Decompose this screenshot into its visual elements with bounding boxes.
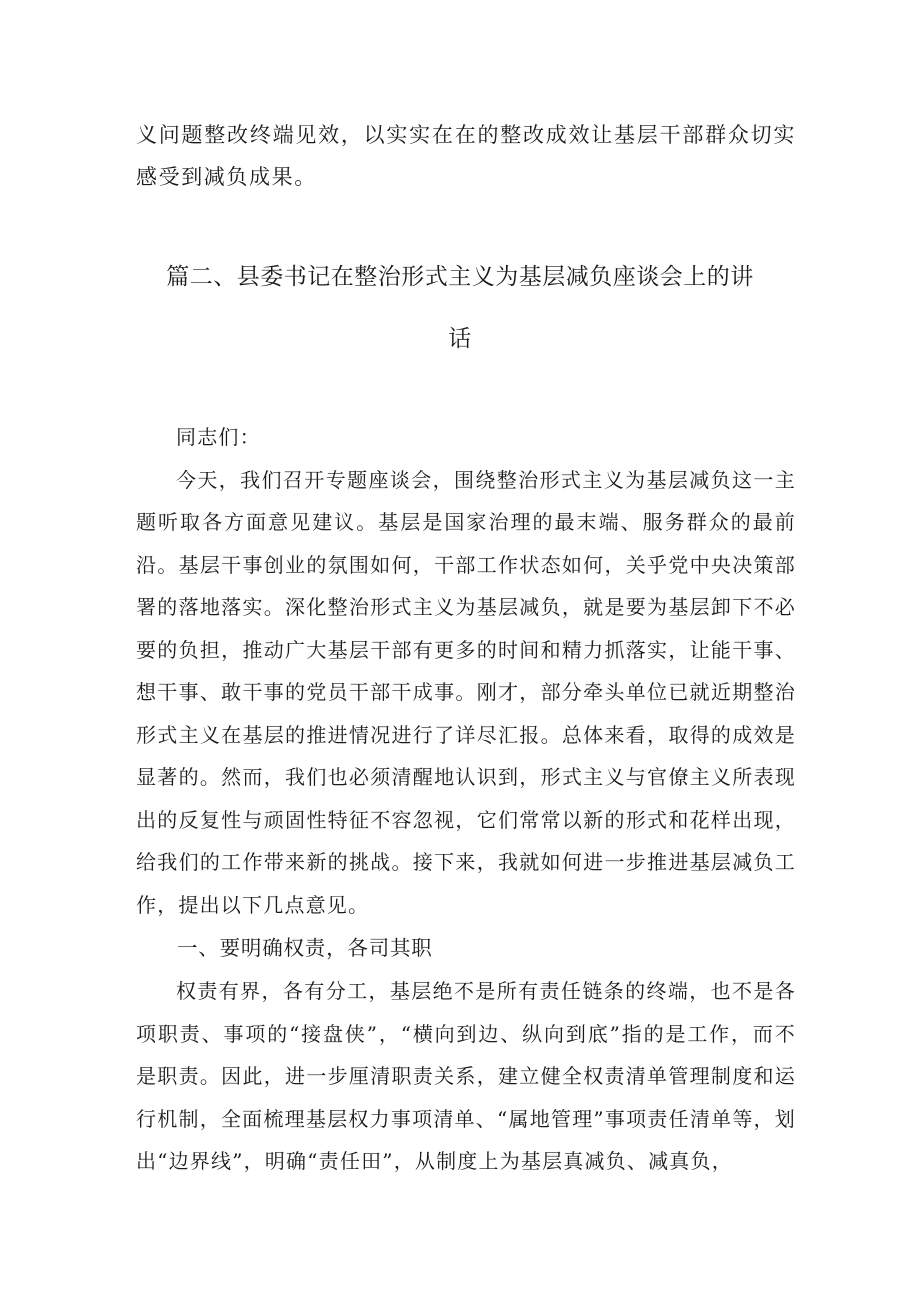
previous-section-tail — [136, 114, 796, 198]
salutation: 同志们： — [176, 425, 261, 449]
article-body — [136, 416, 796, 1183]
body-paragraph: 今天，我们召开专题座谈会，围绕整治形式主义为基层减负这一主题听取各方面意见建议。基层是国家治理的最末端、服务群众的最前沿。基层干事创业的氛围如何，干部工作状态如何，关乎党中央决策部署的落地落实。深化整治形式主义为基层减负，就是要为基层卸下不必要的负担，推动广大基层干部有更多的时间和精力抓落实，让能干事、想干事、敢干事的党员干部干成事。刚才，部分牵头单位已就近期整治形式主义在基层的推进情况进行了详尽汇报。总体来看，取得的成效是显著的。然而，我们也必须清醒地认识到，形式主义与官僚主义所表现出的反复性与顽固性特征不容忽视，它们常常以新的形式和花样出现，给我们的工作带来新的挑战。接下来，我就如何进一步推进基层减负工作，提出以下几点意见。 — [136, 467, 796, 917]
article-title-line1: 篇二、县委书记在整治形式主义为基层减负座谈会上的讲 — [166, 264, 754, 290]
section-heading: 一、要明确权责，各司其职 — [177, 936, 433, 960]
section-paragraph: 权责有界，各有分工，基层绝不是所有责任链条的终端，也不是各项职责、事项的“接盘侠”，“横向到边、纵向到底”指的是工作，而不是职责。因此，进一步厘清职责关系，建立健全权责清单管理制度和运行机制，全面梳理基层权力事项清单、“属地管理”事项责任清单等，划出“边界线”，明确“责任田”，从制度上为基层真减负、减真负， — [136, 979, 796, 1173]
article-title-line2: 话 — [448, 326, 472, 352]
article-title — [120, 246, 800, 370]
previous-section-paragraph: 义问题整改终端见效，以实实在在的整改成效让基层干部群众切实感受到减负成果。 — [136, 123, 796, 189]
